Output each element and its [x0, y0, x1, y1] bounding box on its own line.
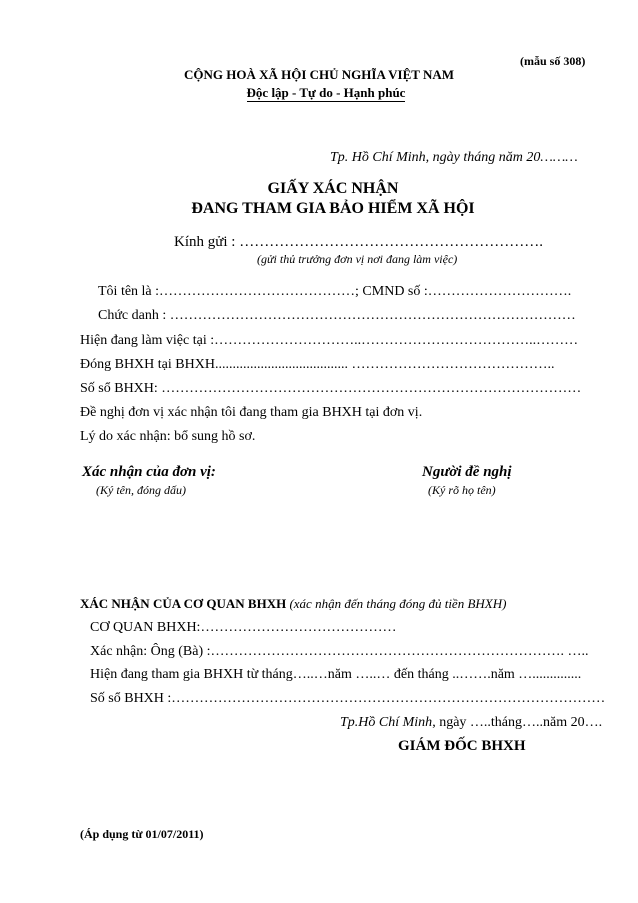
field-name-id: Tôi tên là :……………………………………; CMND số :………………………….: [98, 284, 572, 299]
bhxh-section-heading-row: [80, 596, 506, 612]
applicability-footer: (Áp dụng từ 01/07/2011): [80, 827, 204, 841]
bhxh-book-line: Số sổ BHXH :…………………………………………………………………………………: [90, 691, 606, 706]
date-line: Tp. Hồ Chí Minh, ngày tháng năm 20………: [330, 150, 578, 165]
unit-confirmation-note: (Ký tên, đóng dấu): [96, 483, 186, 497]
addressee-note: (gửi thủ trưởng đơn vị nơi đang làm việc): [257, 252, 458, 266]
field-workplace: Hiện đang làm việc tại :…………………………..………………………………..………: [80, 333, 579, 348]
bhxh-agency-line: CƠ QUAN BHXH:……………………………………: [90, 620, 397, 635]
bhxh-section-heading: XÁC NHẬN CỦA CƠ QUAN BHXH: [80, 596, 287, 611]
bhxh-section-heading-note: (xác nhận đến tháng đóng đủ tiền BHXH): [289, 596, 507, 611]
unit-confirmation-title: Xác nhận của đơn vị:: [82, 464, 216, 480]
bhxh-date-rest: , ngày …..tháng…..năm 20….: [432, 715, 603, 730]
bhxh-date-place: Tp.Hồ Chí Minh: [340, 715, 433, 730]
requester-title: Người đề nghị: [422, 464, 512, 480]
requester-note: (Ký rõ họ tên): [428, 483, 496, 497]
field-reason: Lý do xác nhận: bổ sung hồ sơ.: [80, 429, 256, 444]
bhxh-period-line: Hiện đang tham gia BHXH từ tháng…..…năm …..… đến tháng ..…….năm …..............: [90, 667, 582, 682]
bhxh-person-line: Xác nhận: Ông (Bà) :…………………………………………………………………. …..: [90, 644, 589, 659]
motto: Độc lập - Tự do - Hạnh phúc: [246, 85, 406, 100]
document-title-line2: ĐANG THAM GIA BẢO HIỂM XÃ HỘI: [191, 200, 475, 217]
addressee-label: Kính gửi : …………………………………………………….: [174, 234, 543, 250]
field-bhxh-location: Đóng BHXH tại BHXH...................................... ……………………………………..: [80, 357, 555, 372]
field-position: Chức danh : ……………………………………………………………………………: [98, 308, 576, 323]
motto-wrap: [0, 84, 638, 102]
country-header: CỘNG HOÀ XÃ HỘI CHỦ NGHĨA VIỆT NAM: [183, 67, 455, 82]
field-request: Đề nghị đơn vị xác nhận tôi đang tham gia BHXH tại đơn vị.: [80, 405, 423, 420]
form-number: (mẫu số 308): [520, 54, 586, 68]
director-title: GIÁM ĐỐC BHXH: [398, 738, 526, 754]
bhxh-date-line: [340, 715, 602, 731]
document-title-line1: GIẤY XÁC NHẬN: [267, 180, 399, 197]
field-bhxh-book: Số sổ BHXH: ………………………………………………………………………………: [80, 381, 582, 396]
